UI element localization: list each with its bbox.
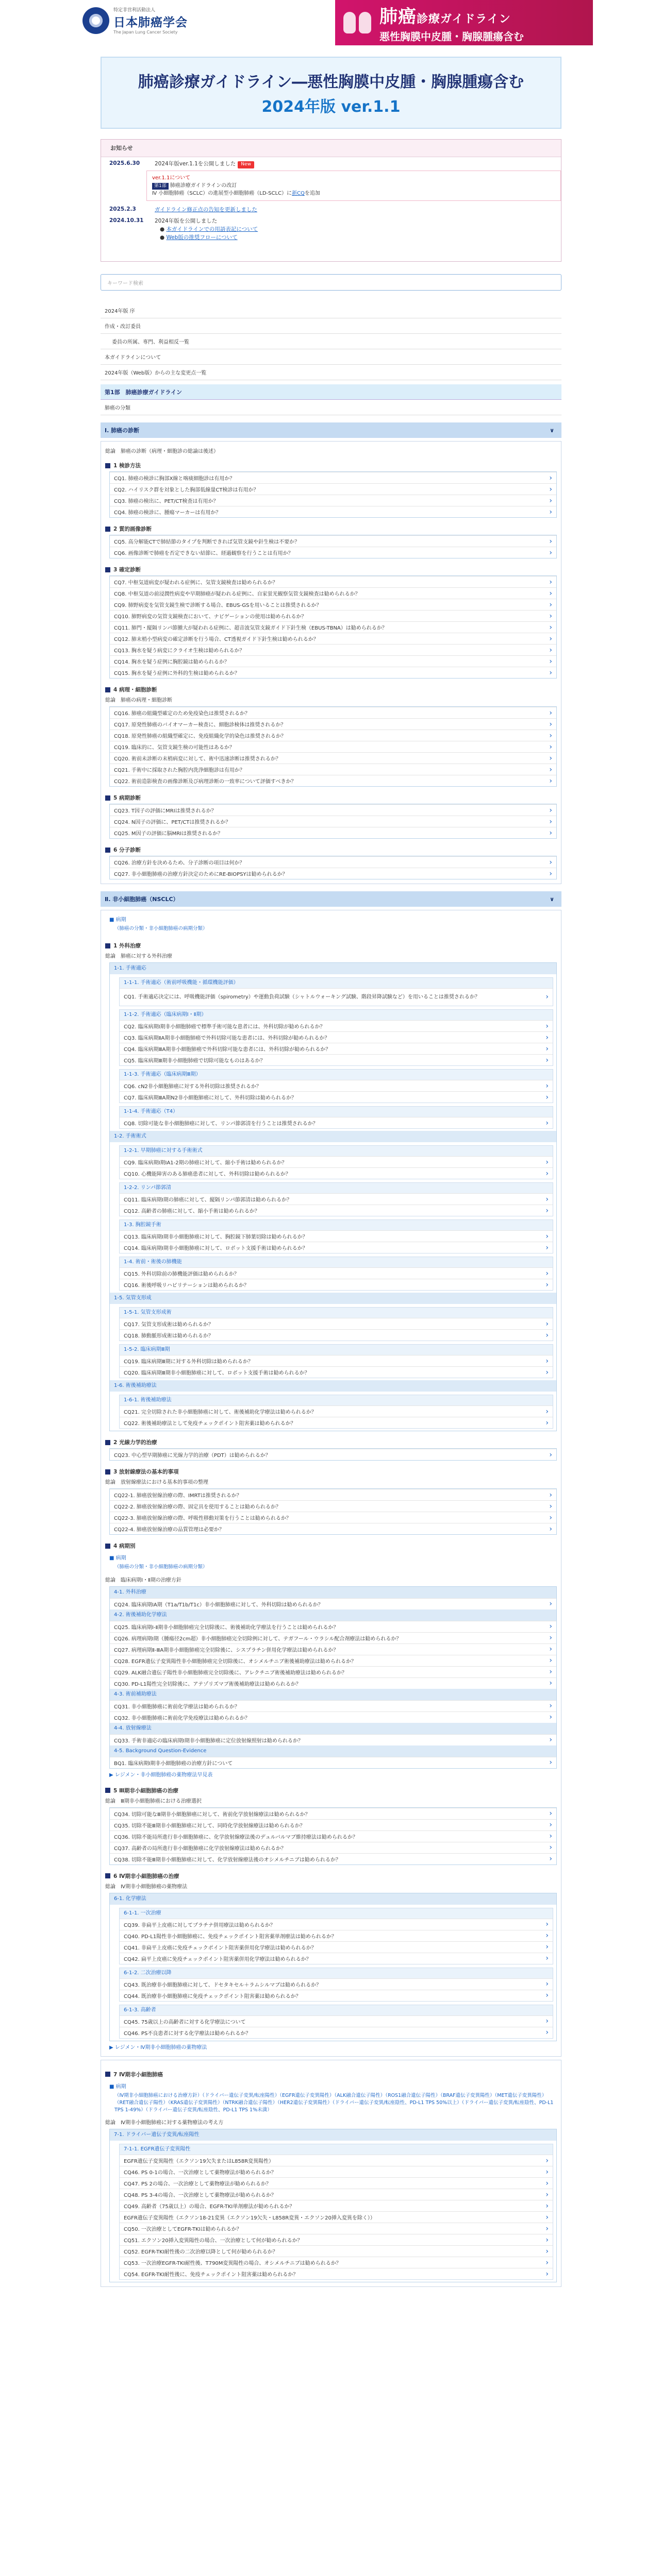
cq-link[interactable]: CQ18. 肺動脈形成術は勧められるか？ ›: [120, 1329, 553, 1341]
overview-text[interactable]: 総論 肺癌の診断（病理・細胞診の総論は後述）: [105, 449, 219, 454]
society-emblem-icon: [82, 7, 109, 34]
cq-group: [109, 575, 557, 679]
table-of-contents: [101, 303, 561, 2287]
category-square-icon: [105, 1440, 110, 1445]
cq-link[interactable]: CQ48. PS 3-4の場合、一次治療として薬物療法が勧められるか？ ›: [120, 2189, 553, 2200]
category-heading: [105, 846, 557, 854]
category-heading: [105, 1787, 557, 1794]
overview-text[interactable]: 総論 肺癌の病理・細胞診断: [105, 698, 172, 703]
cq-link[interactable]: CQ40. PD-L1陽性非小細胞肺癌に、免疫チェックポイント阻害薬単剤療法は勧められるか？ ›: [120, 1930, 553, 1941]
cq-link[interactable]: CQ1. 手術適応決定には、呼吸機能評価（spirometry）や運動負荷試験（シャトルウォーキング試験、階段昇降試験など）を用いることは推奨されるか？ ›: [120, 988, 553, 1006]
cq-link[interactable]: CQ41. 非扁平上皮癌に免疫チェックポイント阻害薬併用化学療法は勧められるか？ ›: [120, 1941, 553, 1953]
news-date: 2024.10.31: [109, 217, 144, 224]
cq-group: [109, 471, 557, 518]
new-badge: New: [238, 161, 254, 168]
category-label: 3 放射線療法の基本的事項: [113, 1469, 179, 1476]
toc-item[interactable]: 本ガイドラインについて: [101, 349, 561, 365]
cq-link[interactable]: CQ36. 切除不能局所進行非小細胞肺癌に、化学放射線療法後のデュルバルマブ維持療法は勧められるか？ ›: [110, 1831, 556, 1842]
cq-link[interactable]: CQ29. ALK融合遺伝子陽性非小細胞肺癌完全切除後に、アレクチニブ術後補助療法は勧められるか？ ›: [110, 1666, 556, 1677]
box-title: ver.1.1について: [152, 175, 191, 181]
group-heading[interactable]: 4-2. 術後補助化学療法: [110, 1609, 556, 1621]
group-heading[interactable]: 1-5. 気管支形成: [110, 1293, 556, 1304]
cq-link[interactable]: CQ23. 中心型早期肺癌に光線力学的治療（PDT）は勧められるか？ ›: [110, 1449, 556, 1460]
subgroup-heading[interactable]: 1-1-1. 手術適応（術前呼吸機能・循環機能評価）: [120, 978, 553, 988]
overview-text[interactable]: 総論 臨床病期Ⅰ・Ⅱ期の治療方針: [105, 1577, 181, 1583]
subgroup-heading[interactable]: 1-1-4. 手術適応（T4）: [120, 1107, 553, 1117]
ref-link[interactable]: （肺癌の分類・非小細胞肺癌の病期分類）: [114, 926, 208, 931]
cq-link[interactable]: CQ17. 原発性肺癌のバイオマーカー検査に、細胞診検体は推奨されるか？ ›: [110, 718, 556, 730]
banner-subtitle: 悪性胸膜中皮腫・胸腺腫瘍含む: [379, 30, 524, 43]
category-heading: [105, 686, 557, 693]
news-text: 2024年版ver.1.1を公開しました: [155, 161, 236, 167]
subgroup: [119, 1106, 553, 1129]
category-heading: [105, 462, 557, 469]
cq-link[interactable]: CQ35. 切除不能Ⅲ期非小細胞肺癌に対して、同時化学放射線療法は勧められるか？ ›: [110, 1819, 556, 1831]
cq-link[interactable]: CQ25. M因子の評価に脳MRIは推奨されるか？ ›: [110, 827, 556, 838]
search-input[interactable]: キーワード検索: [101, 274, 561, 291]
cq-link[interactable]: CQ16. 肺癌の組織型確定のため免疫染色は推奨されるか？ ›: [110, 707, 556, 718]
news-text: 2024年版を公開しました: [155, 218, 218, 224]
cq-link[interactable]: CQ27. 非小細胞肺癌の治療方針決定のためにRE-BIOPSYは勧められるか？ ›: [110, 868, 556, 879]
group-heading[interactable]: 6-1. 化学療法: [110, 1893, 556, 1905]
subgroup: [119, 1395, 553, 1429]
cq-link[interactable]: CQ21. 手術中に採取された胸腔内洗浄細胞診は有用か？ ›: [110, 764, 556, 775]
cq-link[interactable]: CQ45. 75歳以上の高齢者に対する化学療法について ›: [120, 2015, 553, 2027]
subgroup-heading[interactable]: 1-4. 術前・術後の肺機能: [120, 1257, 553, 1267]
cq-link[interactable]: CQ7. 臨床病期ⅢA期N2非小細胞肺癌に対して、外科切除は勧められるか？ ›: [120, 1091, 553, 1103]
category-square-icon: [105, 943, 110, 948]
cq-link[interactable]: CQ13. 臨床病期Ⅰ期非小細胞肺癌に対して、胸腔鏡下肺葉切除は勧められるか？ ›: [120, 1230, 553, 1242]
cq-link[interactable]: CQ47. PS 2の場合、一次治療として薬物療法が勧められるか？ ›: [120, 2177, 553, 2189]
category-label: 4 病期別: [113, 1543, 136, 1550]
cq-link[interactable]: CQ1. 肺癌の検診に胸部X線と喀痰細胞診は有用か？ ›: [110, 472, 556, 483]
cq-link[interactable]: CQ5. 臨床病期Ⅲ期非小細胞肺癌で切除可能なものはあるか？ ›: [120, 1054, 553, 1065]
toc-item[interactable]: 肺癌の分類: [101, 400, 561, 415]
nsclc-block: [101, 910, 561, 2057]
page-title-box: [101, 57, 561, 129]
cq-link[interactable]: CQ22. 術後補助療法として免疫チェックポイント阻害薬は勧められるか？ ›: [120, 1417, 553, 1428]
cq-link[interactable]: CQ38. 切除不能Ⅲ期非小細胞肺癌に対して、化学放射線療法後のオシメルチニブは勧められるか？ ›: [110, 1853, 556, 1865]
cq-group: [109, 1807, 557, 1865]
cq-link[interactable]: CQ22-2. 肺癌放射線治療の際、固定具を使用することは勧められるか？ ›: [110, 1500, 556, 1512]
category-heading: [105, 1542, 557, 1550]
group-heading[interactable]: 1-2. 手術術式: [110, 1131, 556, 1142]
news-link[interactable]: ガイドライン修正点の告知を更新しました: [155, 207, 257, 213]
section-diagnosis[interactable]: Ⅰ. 肺癌の診断 ∨: [101, 422, 561, 438]
category-label: 6 Ⅳ期非小細胞肺癌の治療: [113, 1873, 179, 1879]
cq-link[interactable]: CQ49. 高齢者（75歳以上）の場合、EGFR-TKI単剤療法が勧められるか？ ›: [120, 2200, 553, 2211]
cq-link[interactable]: CQ2. 臨床病期Ⅰ期非小細胞肺癌で標準手術可能な患者には、外科切除が勧められるか？ ›: [120, 1020, 553, 1031]
subgroup-heading[interactable]: 1-1-3. 手術適応（臨床病期Ⅲ期）: [120, 1070, 553, 1080]
banner-title-sub: 診療ガイドライン: [417, 12, 511, 26]
group-heading[interactable]: 4-5. Background Question-Evidence: [110, 1745, 556, 1757]
category-label: 3 確定診断: [113, 567, 141, 573]
category-label: 2 光線力学的治療: [113, 1439, 157, 1446]
news-sublink[interactable]: 本ガイドラインでの用語表記について: [166, 226, 258, 232]
subgroup-heading[interactable]: 1-1-2. 手術適応（臨床病期Ⅰ・Ⅱ期）: [120, 1010, 553, 1020]
category-heading: [105, 525, 557, 533]
box-line2: Ⅳ 小細胞肺癌（SCLC）の進展型小細胞肺癌（LD-SCLC）に: [152, 191, 292, 197]
cq-link[interactable]: CQ23. T因子の評価にMRIは推奨されるか？ ›: [110, 804, 556, 816]
category-heading: [105, 2071, 557, 2078]
category-label: 6 分子診断: [113, 847, 141, 853]
cq-link[interactable]: CQ8. 中枢気道の前浸潤性病変や早期肺癌が疑われる症例に、自家蛍光観察気管支鏡検査は勧められるか？ ›: [110, 587, 556, 599]
category-square-icon: [105, 527, 110, 532]
category-heading: [105, 1872, 557, 1880]
subgroup-heading[interactable]: 1-5-2. 臨床病期Ⅲ期: [120, 1345, 553, 1355]
regimen-link[interactable]: ▶ レジメン・Ⅳ期非小細胞肺癌の薬物療法: [109, 2044, 207, 2050]
cq-link[interactable]: CQ6. cN2非小細胞肺癌に対する外科切除は推奨されるか？ ›: [120, 1080, 553, 1091]
cq-link[interactable]: CQ13. 胸水を疑う病変にクライオ生検は勧められるか？ ›: [110, 644, 556, 655]
subgroup: [119, 1069, 553, 1103]
category-square-icon: [105, 567, 110, 572]
cq-link[interactable]: CQ19. 臨床病期Ⅲ期に対する外科切除は勧められるか？ ›: [120, 1355, 553, 1366]
stage-link[interactable]: ■ 病期: [109, 1555, 126, 1562]
subgroup: [119, 2005, 553, 2039]
org-name: 日本肺癌学会: [113, 16, 188, 29]
cq-link[interactable]: CQ8. 切除可能な非小細胞肺癌に対して、リンパ節郭清を行うことは推奨されるか？ ›: [120, 1117, 553, 1128]
subgroup: [119, 1182, 553, 1216]
category-label: 7 Ⅳ期非小細胞肺癌: [113, 2071, 163, 2078]
news-heading: お知らせ: [101, 140, 561, 157]
news-item: [101, 203, 561, 214]
category-heading: [105, 942, 557, 950]
cq-link[interactable]: CQ19. 臨床的に、気管支鏡生検の可能性はあるか？ ›: [110, 741, 556, 752]
category-square-icon: [105, 2072, 110, 2077]
category-square-icon: [105, 687, 110, 692]
cq-link[interactable]: CQ43. 既治療非小細胞肺癌に対して、ドセタキセル＋ラムシルマブは勧められるか？ ›: [120, 1978, 553, 1990]
cq-link[interactable]: CQ20. 術前未診断の末梢病変に対して、術中迅速診断は推奨されるか？ ›: [110, 752, 556, 764]
cq-link[interactable]: CQ11. 肺門・縦隔リンパ節腫大が疑われる症例に、超音波気管支鏡ガイド下針生検（EBUS-TBNA）は勧められるか？ ›: [110, 621, 556, 633]
group-heading[interactable]: 7-1. ドライバー遺伝子変異/転座陽性: [110, 2129, 556, 2141]
subgroup-heading[interactable]: 1-2-1. 早期肺癌に対する手術術式: [120, 1146, 553, 1156]
toc-item[interactable]: 2024年版（Web版）からの主な変更点一覧: [101, 365, 561, 380]
subgroup: [119, 1307, 553, 1341]
cq-link[interactable]: CQ14. 臨床病期Ⅰ期非小細胞肺癌に対して、ロボット支援手術は勧められるか？ ›: [120, 1242, 553, 1253]
cq-link[interactable]: CQ32. 非小細胞肺癌に術前化学免疫療法は勧められるか？ ›: [110, 1711, 556, 1723]
cq-link[interactable]: CQ5. 高分解能CTで肺結節のタイプを判断できれば気管支鏡や針生検は不要か？ ›: [110, 535, 556, 547]
subgroup: [119, 1219, 553, 1253]
cq-link[interactable]: CQ12. 肺末梢小型病変の確定診断を行う場合、CT透視ガイド下針生検は勧められるか？ ›: [110, 633, 556, 644]
cq-link[interactable]: EGFR遺伝子変異陽性（エクソン19欠失またはL858R変異陽性） ›: [120, 2155, 553, 2166]
cq-link[interactable]: CQ7. 中枢気道病変が疑われる症例に、気管支鏡検査は勧められるか？ ›: [110, 576, 556, 587]
subgroup: [119, 1257, 553, 1291]
subgroup-heading[interactable]: 1-2-2. リンパ節郭清: [120, 1183, 553, 1193]
cq-link[interactable]: CQ22-1. 肺癌放射線治療の際、IMRTは推奨されるか？ ›: [110, 1489, 556, 1500]
category-label: 1 外科治療: [113, 943, 141, 950]
subgroup-heading[interactable]: 1-5-1. 気管支形成術: [120, 1308, 553, 1318]
box-after: を追加: [304, 191, 320, 197]
cq-link[interactable]: CQ10. 心機能障害のある肺癌患者に対して、外科切除は勧められるか？ ›: [120, 1167, 553, 1179]
cq-group: [109, 962, 557, 1431]
cq-link[interactable]: CQ15. 外科切除前の肺機能評価は勧められるか？ ›: [120, 1267, 553, 1279]
cq-link[interactable]: CQ39. 非扁平上皮癌に対してプラチナ併用療法は勧められるか？ ›: [120, 1919, 553, 1930]
cq-link[interactable]: CQ22. 術前造影検査の画像診断及び病理診断の一致率について評価すべきか？ ›: [110, 775, 556, 786]
box-part-badge: 第1部: [152, 183, 169, 190]
cq-link[interactable]: CQ52. EGFR-TKI耐性後の二次治療以降として何が勧められるか？ ›: [120, 2245, 553, 2257]
cq-group: [109, 1586, 557, 1769]
cq-link[interactable]: CQ51. エクソン20挿入変異陽性の場合、一次治療として何が勧められるか？ ›: [120, 2234, 553, 2245]
cq-link[interactable]: CQ9. 肺野病変を気管支鏡生検で診断する場合、EBUS-GSを用いることは推奨されるか？ ›: [110, 599, 556, 610]
cq-link[interactable]: CQ53. 一次治療EGFR-TKI耐性後、T790M変異陽性の場合、オシメルチニブは勧められるか？ ›: [120, 2257, 553, 2268]
category-square-icon: [105, 795, 110, 801]
cq-link[interactable]: CQ22-4. 肺癌放射線治療の品質管理は必要か？ ›: [110, 1523, 556, 1534]
cq-link[interactable]: CQ16. 術後呼吸リハビリテーションは勧められるか？ ›: [120, 1279, 553, 1290]
cq-link[interactable]: CQ46. PS不良患者に対する化学療法は勧められるか？ ›: [120, 2027, 553, 2038]
cq-link[interactable]: CQ26. 治療方針を決めるため、分子診断の項目は何か？ ›: [110, 856, 556, 868]
news-item: 2024.10.31 2024年版を公開しました ● 本ガイドラインでの用語表記について ● Web版の推奨フローについて: [101, 214, 561, 242]
stage-link[interactable]: ■ 病期: [109, 2083, 126, 2090]
category-square-icon: [105, 1469, 110, 1475]
cq-link[interactable]: CQ50. 一次治療としてEGFR-TKIは勧められるか？ ›: [120, 2223, 553, 2234]
overview-text[interactable]: 総論 Ⅳ期非小細胞肺癌の薬物療法: [105, 1884, 188, 1890]
stage4-block: [101, 2060, 561, 2287]
cq-link[interactable]: CQ44. 既治療非小細胞肺癌に免疫チェックポイント阻害薬は勧められるか？ ›: [120, 1990, 553, 2001]
overview-text[interactable]: 総論 肺癌に対する外科治療: [105, 954, 172, 960]
cq-group: [109, 1893, 557, 2041]
subgroup-heading[interactable]: 6-1-2. 二次治療以降: [120, 1968, 553, 1978]
stage-link[interactable]: ■ 病期: [109, 917, 126, 923]
cq-link[interactable]: BQ1. 臨床病期Ⅰ期非小細胞肺癌の治療方針について ›: [110, 1757, 556, 1768]
cq-link[interactable]: CQ21. 完全切除された非小細胞肺癌に対して、術後補助化学療法は勧められるか？ ›: [120, 1405, 553, 1417]
overview-text[interactable]: 総論 放射線療法における基本的事項の整理: [105, 1480, 208, 1486]
cq-group: [109, 856, 557, 879]
category-label: 1 検診方法: [113, 463, 141, 469]
org-small: 特定非営利活動法人: [113, 8, 156, 13]
guideline-banner[interactable]: [335, 0, 593, 45]
subgroup: [119, 1968, 553, 2002]
cq-link[interactable]: CQ28. EGFR遺伝子変異陽性非小細胞肺癌完全切除後に、オシメルチニブ術後補助療法は勧められるか？ ›: [110, 1655, 556, 1666]
cq-link[interactable]: CQ25. 臨床病期Ⅰ-Ⅱ期非小細胞肺癌完全切除後に、術後補助化学療法を行うことは勧められるか？ ›: [110, 1621, 556, 1632]
subgroup: [119, 1145, 553, 1179]
category-square-icon: [105, 1544, 110, 1549]
subgroup: [119, 2144, 553, 2280]
cq-link[interactable]: CQ24. 臨床病期ⅠA期（T1a/T1b/T1c）非小細胞肺癌に対して、外科切除は勧められるか？ ›: [110, 1598, 556, 1609]
subgroup-heading[interactable]: 1-3. 胸腔鏡手術: [120, 1220, 553, 1230]
cq-link[interactable]: CQ4. 臨床病期ⅢA期非小細胞肺癌で外科切除可能な患者には、外科切除が勧められるか？ ›: [120, 1043, 553, 1054]
group-heading[interactable]: 4-1. 外科治療: [110, 1587, 556, 1598]
cq-link[interactable]: CQ46. PS 0-1の場合、一次治療として薬物療法が勧められるか？ ›: [120, 2166, 553, 2177]
cq-link[interactable]: CQ17. 気管支形成術は勧められるか？ ›: [120, 1318, 553, 1329]
cq-link[interactable]: CQ54. EGFR-TKI耐性後に、免疫チェックポイント阻害薬は勧められるか？ ›: [120, 2268, 553, 2279]
cq-link[interactable]: CQ3. 肺癌の検出に、PET/CT検査は有用か？ ›: [110, 495, 556, 506]
cq-link[interactable]: CQ6. 画像診断で肺癌を否定できない結節に、経過観察を行うことは有用か？ ›: [110, 547, 556, 558]
category-label: 5 病期診断: [113, 795, 141, 801]
cq-link[interactable]: CQ31. 非小細胞肺癌に術前化学療法は勧められるか？ ›: [110, 1700, 556, 1711]
site-header: [0, 0, 662, 47]
box-line1: 肺癌診療ガイドラインの改訂: [170, 182, 237, 189]
cq-group: [109, 1448, 557, 1461]
toc-item[interactable]: 委員の所属、専門、利益相反一覧: [101, 334, 561, 349]
cq-link[interactable]: CQ27. 病理病期Ⅱ-ⅢA期非小細胞肺癌完全切除後に、シスプラチン併用化学療法は勧められるか？ ›: [110, 1643, 556, 1655]
cq-link[interactable]: EGFR遺伝子変異陽性（エクソン18-21変異（エクソン19欠失・L858R変異・エクソン20挿入変異を除く）） ›: [120, 2211, 553, 2223]
news-item: [101, 157, 561, 168]
cq-link[interactable]: CQ22-3. 肺癌放射線治療の際、呼吸性移動対策を行うことは勧められるか？ ›: [110, 1512, 556, 1523]
banner-title: 肺癌: [379, 6, 417, 27]
toc-item[interactable]: 作成・改訂委員: [101, 318, 561, 334]
subgroup-heading[interactable]: 6-1-1. 一次治療: [120, 1908, 553, 1919]
subgroup-heading[interactable]: 6-1-3. 高齢者: [120, 2005, 553, 2015]
category-label: 5 Ⅲ期非小細胞肺癌の治療: [113, 1787, 178, 1794]
cq-group: [109, 804, 557, 839]
diagnosis-block: [101, 441, 561, 884]
cq-link[interactable]: CQ2. ハイリスク群を対象とした胸部低線量CT検診は有用か？ ›: [110, 483, 556, 495]
part1-heading: 第1部 肺癌診療ガイドライン: [101, 384, 561, 400]
subgroup: [119, 977, 553, 1006]
cq-group: [109, 706, 557, 787]
cq-link[interactable]: CQ42. 扁平上皮癌に免疫チェックポイント阻害薬併用化学療法は勧められるか？ ›: [120, 1953, 553, 1964]
category-heading: [105, 566, 557, 573]
group-heading[interactable]: 1-1. 手術適応: [110, 963, 556, 974]
news-sublink[interactable]: Web版の推奨フローについて: [166, 234, 238, 241]
category-square-icon: [105, 1788, 110, 1793]
cq-link[interactable]: CQ33. 手術非適応の臨床病期Ⅰ期非小細胞肺癌に定位放射線照射は勧められるか？ ›: [110, 1734, 556, 1745]
cq-link[interactable]: CQ24. N因子の評価に、PET/CTは推奨されるか？ ›: [110, 816, 556, 827]
cq-group: [109, 535, 557, 558]
news-date: 2025.6.30: [109, 160, 140, 166]
category-label: 2 質的画像診断: [113, 526, 152, 532]
page-version: 2024年版 ver.1.1: [261, 98, 401, 116]
subgroup: [119, 1009, 553, 1066]
overview-text[interactable]: 総論 Ⅲ期非小細胞肺癌における治療選択: [105, 1798, 202, 1804]
cq-link[interactable]: CQ26. 病理病期Ⅰ期（腫瘍径2cm超）非小細胞肺癌完全切除例に対して、テガフール・ウラシル配合剤療法は勧められるか？ ›: [110, 1632, 556, 1643]
cq-link[interactable]: CQ9. 臨床病期Ⅰ期IA1-2期の肺癌に対して、縮小手術は勧められるか？ ›: [120, 1156, 553, 1167]
news-detail-box: [146, 171, 561, 201]
regimen-link[interactable]: ▶ レジメン・非小細胞肺癌の薬物療法早見表: [109, 1772, 213, 1778]
cq-link[interactable]: CQ10. 肺野病変の気管支鏡検査において、ナビゲーションの使用は勧められるか？ ›: [110, 610, 556, 621]
category-label: 4 病理・細胞診断: [113, 687, 157, 693]
section-nsclc[interactable]: Ⅱ. 非小細胞肺癌（NSCLC） ∨: [101, 891, 561, 907]
cq-link[interactable]: CQ4. 肺癌の検診に、腫瘍マーカーは有用か？ ›: [110, 506, 556, 517]
cq-group: [109, 2129, 557, 2282]
page-title: 肺癌診療ガイドライン―悪性胸膜中皮腫・胸腺腫瘍含む: [138, 73, 524, 91]
ref-link[interactable]: （肺癌の分類・非小細胞肺癌の病期分類）: [114, 1564, 208, 1570]
society-logo[interactable]: [82, 6, 188, 35]
cq-link[interactable]: CQ20. 臨床病期Ⅲ期非小細胞肺癌に対して、ロボット支援手術は勧められるか？ ›: [120, 1366, 553, 1378]
news-date: 2025.2.3: [109, 206, 136, 213]
cq-link[interactable]: CQ15. 胸水を疑う症例に外科的生検は勧められるか？ ›: [110, 667, 556, 678]
cq-link[interactable]: CQ11. 臨床病期Ⅰ期の肺癌に対して、縦隔リンパ節郭清は勧められるか？ ›: [120, 1193, 553, 1205]
ref-link[interactable]: （Ⅳ期非小細胞肺癌における治療方針）（ドライバー遺伝子変異/転座陽性）（EGFR遺伝子変異陽性）（ALK融合遺伝子陽性）（ROS1融合遺伝子陽性）（BRAF遺伝子変異陽性）（MET遺伝子変異陽性）（RET融合遺伝子陽性）（KRAS遺伝子変異陽性）（NTRK融合遺伝子陽性）（HER2遺伝子変異陽性）（ドライバー遺伝子変異/転座陰性、PD-L1 TPS 50%以上）（ドライバー遺伝子変異/転座陰性、PD-L1 TPS 1-49%）（ドライバー遺伝子変異/転座陰性、PD-L1 TPS 1%未満）: [114, 2092, 554, 2113]
category-heading: [105, 794, 557, 802]
category-heading: [105, 1438, 557, 1446]
category-square-icon: [105, 1873, 110, 1878]
group-heading[interactable]: 1-6. 術後補助療法: [110, 1380, 556, 1392]
toc-item[interactable]: 2024年版 序: [101, 303, 561, 318]
org-en: The Japan Lung Cancer Society: [113, 30, 178, 35]
cq-group: [109, 1488, 557, 1535]
category-square-icon: [105, 463, 110, 468]
subgroup: [119, 1344, 553, 1378]
group-heading[interactable]: 4-4. 放射線療法: [110, 1723, 556, 1734]
subgroup-heading[interactable]: 7-1-1. EGFR遺伝子変異陽性: [120, 2144, 553, 2155]
cq-link[interactable]: CQ3. 臨床病期ⅡA期非小細胞肺癌で外科切除可能な患者には、外科切除が勧められるか？ ›: [120, 1031, 553, 1043]
cq-link[interactable]: CQ34. 切除可能なⅢ期非小細胞肺癌に対して、術前化学放射線療法は勧められるか？ ›: [110, 1808, 556, 1819]
cq-link[interactable]: CQ12. 高齢者の肺癌に対して、縮小手術は勧められるか？ ›: [120, 1205, 553, 1216]
cq-link[interactable]: CQ18. 原発性肺癌の組織型確定に、免疫組織化学的染色は推奨されるか？ ›: [110, 730, 556, 741]
category-heading: [105, 1468, 557, 1476]
group-heading[interactable]: 4-3. 術前補助療法: [110, 1689, 556, 1700]
news-panel: [101, 139, 561, 262]
subgroup-heading[interactable]: 1-6-1. 術後補助療法: [120, 1395, 553, 1405]
overview-text[interactable]: 総論 Ⅳ期非小細胞肺癌に対する薬物療法の考え方: [105, 2120, 224, 2126]
cq-link[interactable]: CQ14. 胸水を疑う症例に胸腔鏡は勧められるか？ ›: [110, 655, 556, 667]
lungs-icon: [341, 7, 373, 39]
cq-link[interactable]: CQ37. 高齢者の局所進行非小細胞肺癌に化学放射線療法は勧められるか？ ›: [110, 1842, 556, 1853]
category-square-icon: [105, 848, 110, 853]
cq-link[interactable]: CQ30. PD-L1陽性完全切除後に、アテゾリズマブ術後補助療法は勧められるか？ ›: [110, 1677, 556, 1689]
subgroup: [119, 1908, 553, 1964]
box-link[interactable]: 新CQ: [292, 191, 305, 197]
